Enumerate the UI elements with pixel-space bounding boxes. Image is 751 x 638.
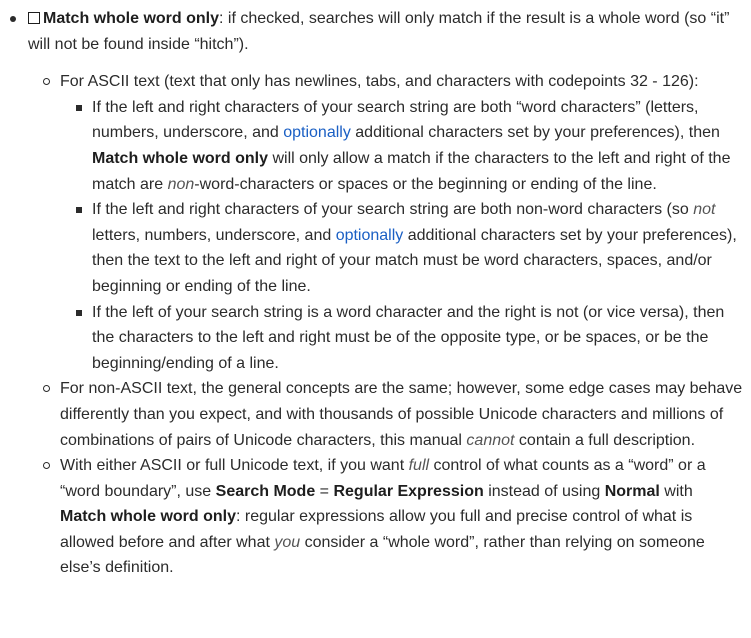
text: For non-ASCII text, the general concepts are the same; however, some edge cases may behave differently than you expect, and with thousands of possible Unicode characters and millions of combinations of pairs of Unicode characters, this manual xyxy=(60,380,743,449)
list-item-match-whole-word xyxy=(28,6,743,581)
text: With either ASCII or full Unicode text, if you want xyxy=(60,457,409,475)
checkbox-icon xyxy=(28,12,40,24)
ui-term: Search Mode xyxy=(215,482,316,500)
optionally-link[interactable]: optionally xyxy=(335,226,404,244)
list-item-regex-advice xyxy=(60,453,743,581)
square-bullet xyxy=(76,207,82,213)
list-item-rule-non-word-chars xyxy=(92,197,743,299)
circle-bullet xyxy=(43,78,50,85)
square-bullet xyxy=(76,310,82,316)
list-item-rule-mixed xyxy=(92,300,743,377)
text: = xyxy=(315,482,334,500)
list-item-rule-word-chars xyxy=(92,95,743,197)
text: instead of using xyxy=(483,482,605,500)
optionally-link[interactable]: optionally xyxy=(283,124,351,142)
circle-bullet xyxy=(43,462,50,469)
ui-term: Normal xyxy=(604,482,660,500)
text: If the left of your search string is a word character and the right is not (or vice versa), then the characters to the left and right must be of the opposite type, or be spaces, or be the beginning/ending of a line. xyxy=(92,303,725,372)
emphasis-text: not xyxy=(693,201,716,219)
ui-term: Match whole word only xyxy=(60,508,237,526)
text: If the left and right characters of your search string are both “word characters” (letters, numbers, underscore, and xyxy=(92,98,699,142)
emphasis-text: full xyxy=(408,457,430,475)
emphasis-text: non xyxy=(167,175,195,193)
option-description: : if checked, searches will only match if the result is a whole word (so “it” will not be found inside “hitch”). xyxy=(28,10,730,53)
emphasis-text: you xyxy=(274,533,301,551)
text: consider a “whole word”, rather than relying on someone else’s definition. xyxy=(60,533,705,577)
list-item-non-ascii xyxy=(60,376,743,453)
text: : regular expressions allow you full and precise control of what is allowed before and after what xyxy=(60,508,693,551)
sub-list xyxy=(28,69,743,581)
emphasis-text: cannot xyxy=(466,431,515,449)
square-bullet xyxy=(76,105,82,111)
text: additional characters set by your preferences), then the text to the left and right of your match must be word characters, spaces, and/or beginning or ending of the line. xyxy=(92,226,737,295)
circle-bullet xyxy=(43,385,50,392)
list-item-ascii xyxy=(60,69,743,376)
text: -word-characters or spaces or the beginning or ending of the line. xyxy=(194,175,657,193)
text: with xyxy=(659,482,693,500)
text: additional characters set by your preferences), then xyxy=(350,124,720,142)
option-name-ref: Match whole word only xyxy=(92,149,269,167)
text: letters, numbers, underscore, and xyxy=(92,226,336,244)
text: will only allow a match if the characters to the left and right of the match are xyxy=(92,149,731,193)
option-name: Match whole word only xyxy=(43,10,220,27)
ascii-rules-list xyxy=(60,95,743,377)
text: contain a full description. xyxy=(514,431,696,449)
disc-bullet xyxy=(10,16,16,22)
text: control of what counts as a “word” or a “word boundary”, use xyxy=(60,457,706,500)
text: If the left and right characters of your search string are both non-word characters (so xyxy=(92,201,694,219)
ascii-intro-text: For ASCII text (text that only has newlines, tabs, and characters with codepoints 32 - 126): xyxy=(60,73,699,91)
option-list xyxy=(28,6,743,581)
ui-term: Regular Expression xyxy=(333,482,484,500)
